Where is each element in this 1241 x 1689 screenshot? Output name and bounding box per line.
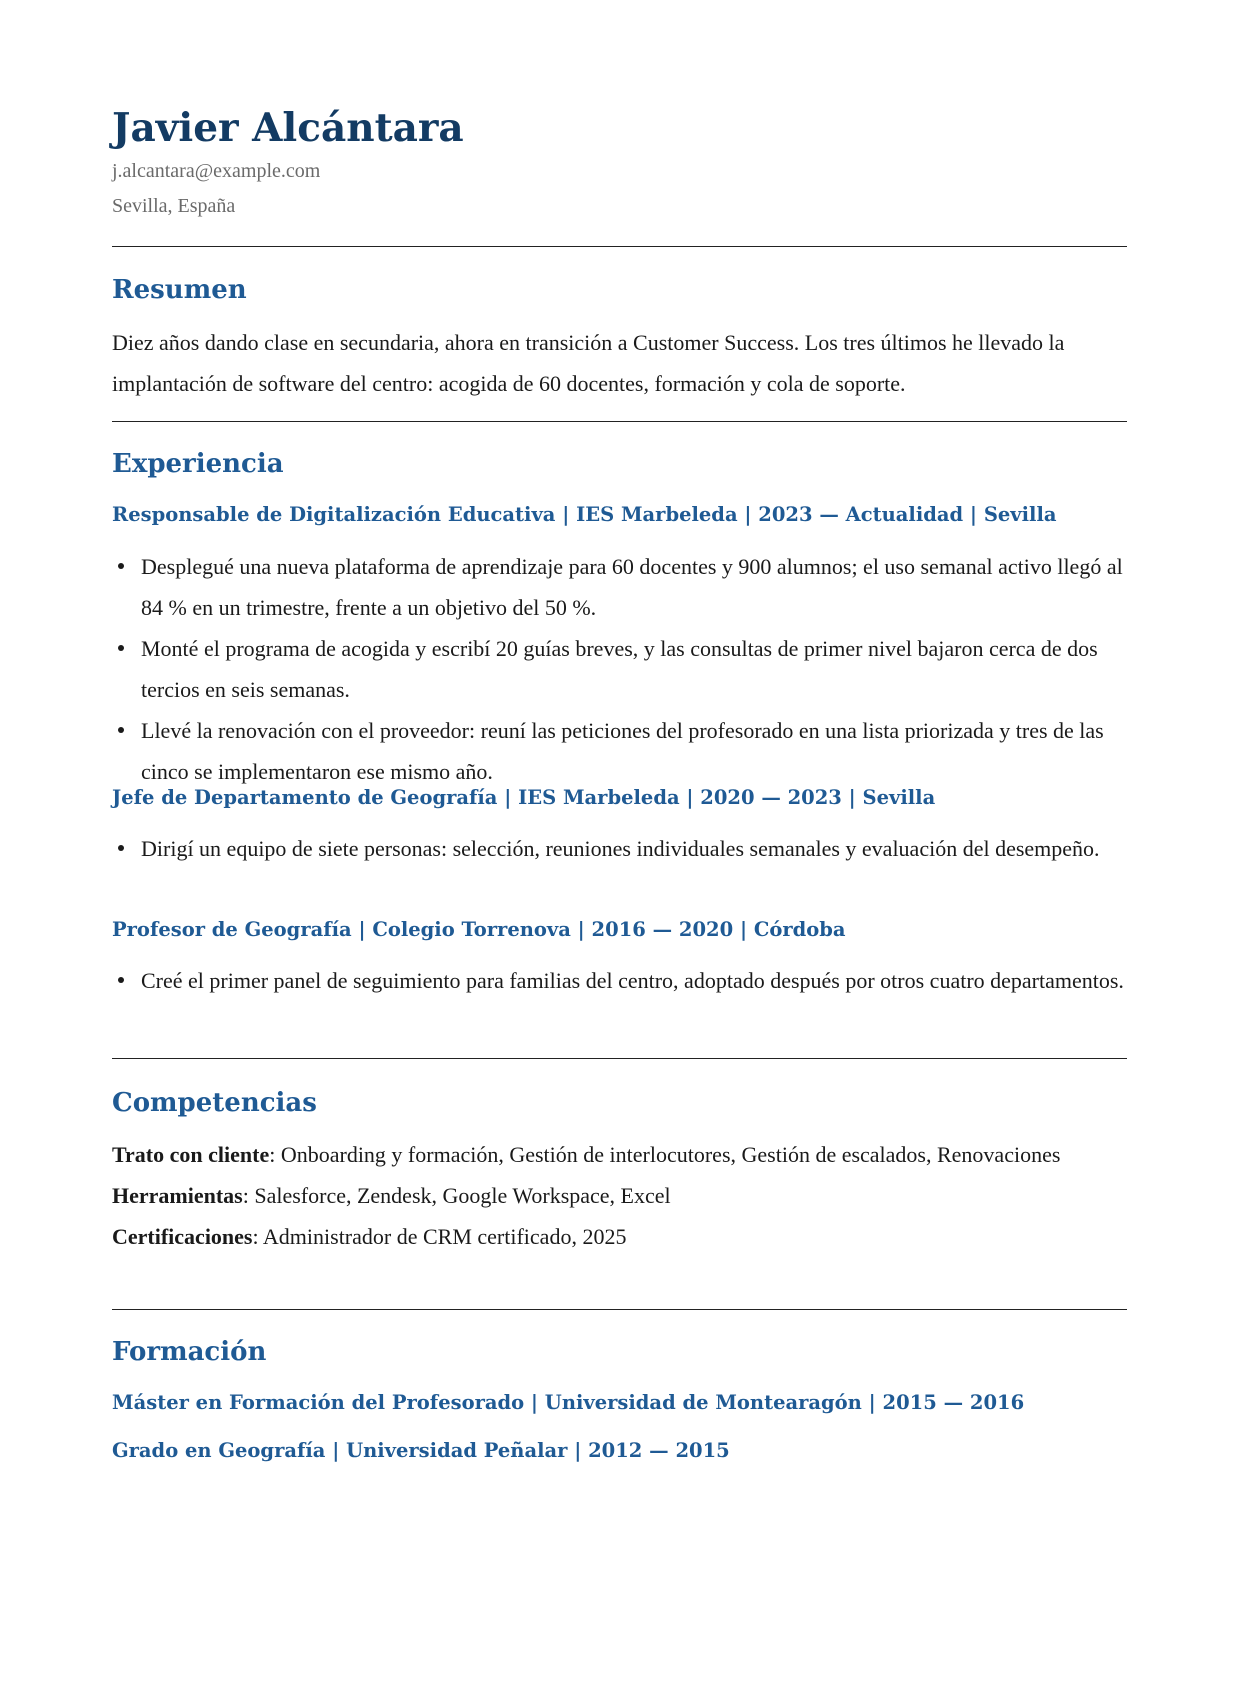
skill-value: Salesforce, Zendesk, Google Workspace, Excel [254,1183,671,1208]
summary-heading: Resumen [112,275,247,305]
experience-heading: Experiencia [112,449,284,479]
bullet-text: Creé el primer panel de seguimiento para familias del centro, adoptado después por otros cuatro departamentos. [141,968,1124,993]
section-divider [112,421,1127,422]
list-item [112,546,1127,628]
candidate-name: Javier Alcántara [112,105,464,151]
summary-text: Diez años dando clase en secundaria, ahora en transición a Customer Success. Los tres últimos he llevado la implantación de software del centro: acogida de 60 docentes, formación y cola de soporte. [112,330,1065,396]
job-bullets [112,960,1127,1001]
list-item [112,828,1127,869]
job-heading: Jefe de Departamento de Geografía | IES Marbeleda | 2020 — 2023 | Sevilla [112,786,936,809]
job-bullets [112,828,1127,869]
contact-email: j.alcantara@example.com [112,160,321,182]
education-item: Grado en Geografía | Universidad Peñalar | 2012 — 2015 [112,1439,730,1462]
skill-value: Onboarding y formación, Gestión de interlocutores, Gestión de escalados, Renovaciones [280,1142,1061,1167]
education-heading: Formación [112,1337,267,1367]
bullet-text: Llevé la renovación con el proveedor: reuní las peticiones del profesorado en una lista priorizada y tres de las cinco se implementaron ese mismo año. [141,718,1104,784]
section-divider [112,1309,1127,1310]
skill-label: Herramientas [112,1183,243,1208]
bullet-icon [118,645,124,651]
list-item [112,710,1127,792]
contact-location: Sevilla, España [112,195,236,217]
section-divider [112,246,1127,247]
bullet-text: Dirigí un equipo de siete personas: selección, reuniones individuales semanales y evaluación del desempeño. [141,836,1100,861]
job-heading: Profesor de Geografía | Colegio Torrenova | 2016 — 2020 | Córdoba [112,918,846,941]
job-heading: Responsable de Digitalización Educativa | IES Marbeleda | 2023 — Actualidad | Sevilla [112,503,1057,526]
skill-line: Herramientas: Salesforce, Zendesk, Google Workspace, Excel [112,1183,671,1208]
skills-heading: Competencias [112,1088,317,1118]
skill-label: Certificaciones [112,1224,253,1249]
skills-list [112,1134,1127,1257]
bullet-icon [118,563,124,569]
skill-line: Trato con cliente: Onboarding y formación, Gestión de interlocutores, Gestión de escalados, Renovaciones [112,1142,1061,1167]
bullet-icon [118,727,124,733]
skill-label: Trato con cliente [112,1142,270,1167]
skill-line: Certificaciones: Administrador de CRM certificado, 2025 [112,1224,627,1249]
skill-value: Administrador de CRM certificado, 2025 [262,1224,627,1249]
education-item: Máster en Formación del Profesorado | Universidad de Montearagón | 2015 — 2016 [112,1391,1025,1414]
bullet-icon [118,977,124,983]
section-divider [112,1058,1127,1059]
job-bullets [112,546,1127,792]
bullet-text: Desplegué una nueva plataforma de aprendizaje para 60 docentes y 900 alumnos; el uso semanal activo llegó al 84 % en un trimestre, frente a un objetivo del 50 %. [141,554,1123,620]
list-item [112,628,1127,710]
list-item [112,960,1127,1001]
bullet-icon [118,845,124,851]
bullet-text: Monté el programa de acogida y escribí 20 guías breves, y las consultas de primer nivel bajaron cerca de dos tercios en seis semanas. [141,636,1098,702]
